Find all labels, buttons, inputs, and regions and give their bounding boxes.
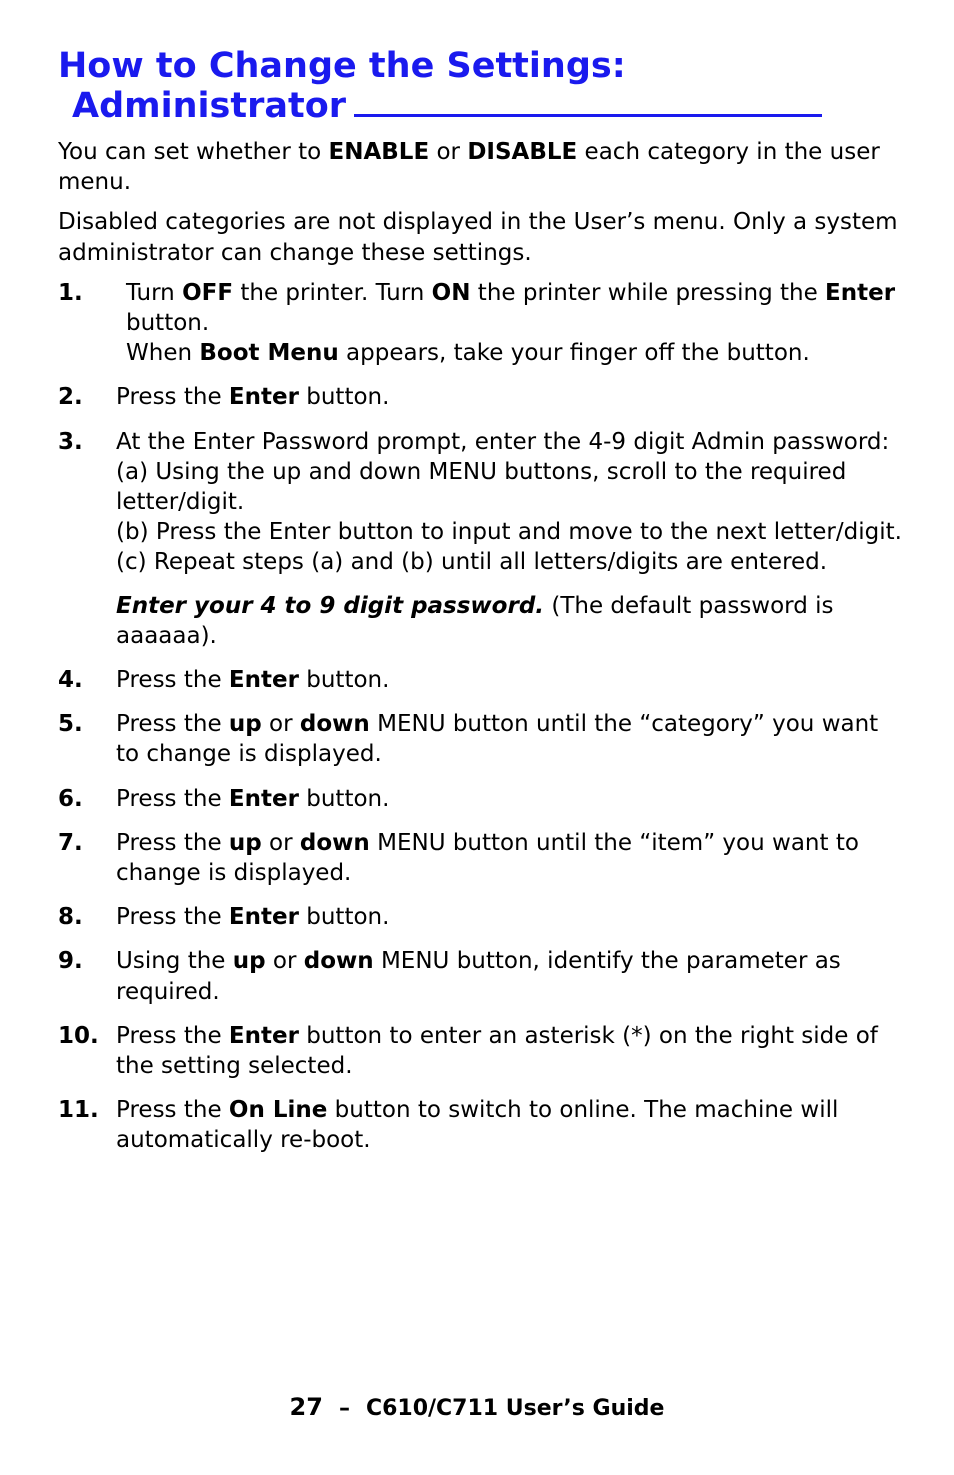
footer-dash: –	[338, 1396, 350, 1421]
text: button to switch to online. The machine will automatically re-boot.	[116, 1097, 839, 1154]
keyword: Enter	[228, 384, 299, 411]
text: Press the	[116, 711, 229, 738]
text: the printer while pressing the	[470, 279, 826, 306]
text: appears, take your finger off the button.	[338, 340, 810, 367]
keyword: down	[299, 711, 370, 738]
keyword: Enter	[228, 785, 299, 812]
keyword: Enter	[825, 279, 896, 306]
step-number: 10.	[58, 1022, 99, 1049]
keyword-enable: ENABLE	[328, 139, 430, 165]
keyword: up	[232, 948, 266, 975]
text: When	[126, 340, 200, 367]
text: Press the	[116, 384, 229, 411]
password-instruction: Enter your 4 to 9 digit password.	[116, 592, 545, 619]
text: Press the	[116, 667, 229, 694]
step-number: 11.	[58, 1097, 99, 1124]
step-11	[58, 1095, 908, 1155]
step-text: (c) Repeat steps (a) and (b) until all letters/digits are entered.	[116, 549, 828, 576]
step-text	[126, 338, 908, 368]
step-number: 5.	[58, 711, 83, 738]
keyword: Enter	[228, 667, 299, 694]
text: Press the	[116, 785, 229, 812]
keyword: up	[228, 829, 262, 856]
intro-text: You can set whether to	[58, 139, 329, 165]
keyword: Boot Menu	[199, 340, 339, 367]
title-rule	[354, 114, 822, 117]
step-3	[58, 427, 908, 578]
step-number: 7.	[58, 829, 83, 856]
text: Press the	[116, 1022, 229, 1049]
step-2	[58, 382, 908, 412]
intro-paragraph-1	[58, 137, 908, 197]
text: the printer. Turn	[233, 279, 432, 306]
step-10	[58, 1021, 908, 1081]
keyword: Enter	[228, 904, 299, 931]
page-title	[58, 46, 822, 126]
step-1	[58, 278, 908, 369]
keyword: ON	[431, 279, 471, 306]
content-body	[58, 137, 908, 1156]
title-line-2-wrap	[58, 86, 822, 126]
step-text	[126, 278, 908, 338]
intro-text: or	[429, 139, 468, 165]
title-line-1: How to Change the Settings:	[58, 46, 626, 86]
step-text: (b) Press the Enter button to input and move to the next letter/digit.	[116, 519, 902, 546]
intro-paragraph-2: Disabled categories are not displayed in the User’s menu. Only a system administrator can change these settings.	[58, 209, 898, 266]
text: MENU button until the “category” you want to change is displayed.	[116, 711, 879, 768]
keyword: On Line	[228, 1097, 328, 1124]
step-7	[58, 828, 908, 888]
text: button.	[298, 904, 390, 931]
text: Using the	[116, 948, 233, 975]
text: button.	[298, 384, 390, 411]
text: MENU button, identify the parameter as required.	[116, 948, 841, 1005]
page-footer	[0, 1393, 954, 1421]
step-number: 9.	[58, 948, 83, 975]
keyword: Enter	[228, 1022, 299, 1049]
keyword: OFF	[182, 279, 234, 306]
password-note	[116, 591, 908, 651]
text: button.	[298, 667, 390, 694]
step-text: At the Enter Password prompt, enter the 4-9 digit Admin password:	[116, 428, 890, 455]
text: Press the	[116, 904, 229, 931]
text: button.	[126, 310, 210, 337]
keyword-disable: DISABLE	[467, 139, 578, 165]
page-number: 27	[289, 1393, 323, 1421]
step-number: 2.	[58, 384, 83, 411]
intro-text: each category in the user menu.	[58, 139, 880, 196]
step-number: 8.	[58, 904, 83, 931]
text: Press the	[116, 1097, 229, 1124]
text: or	[261, 829, 300, 856]
step-4	[58, 665, 908, 695]
text: (The default password is aaaaaa).	[116, 592, 834, 649]
step-number: 6.	[58, 785, 83, 812]
keyword: down	[303, 948, 374, 975]
title-line-2: Administrator	[72, 86, 347, 126]
step-9	[58, 946, 908, 1006]
text: or	[265, 948, 304, 975]
keyword: down	[299, 829, 370, 856]
text: Turn	[126, 279, 183, 306]
step-text: (a) Using the up and down MENU buttons, scroll to the required letter/digit.	[116, 458, 847, 516]
text: Press the	[116, 829, 229, 856]
step-5	[58, 709, 908, 769]
step-6	[58, 784, 908, 814]
keyword: up	[228, 711, 262, 738]
step-number: 1.	[58, 279, 83, 306]
step-number: 3.	[58, 428, 83, 455]
text: button to enter an asterisk (*) on the right side of the setting selected.	[116, 1022, 878, 1080]
text: button.	[298, 785, 390, 812]
step-8	[58, 902, 908, 932]
guide-title: C610/C711 User’s Guide	[365, 1396, 665, 1421]
text: or	[261, 711, 300, 738]
text: MENU button until the “item” you want to change is displayed.	[116, 829, 859, 887]
step-number: 4.	[58, 667, 83, 694]
